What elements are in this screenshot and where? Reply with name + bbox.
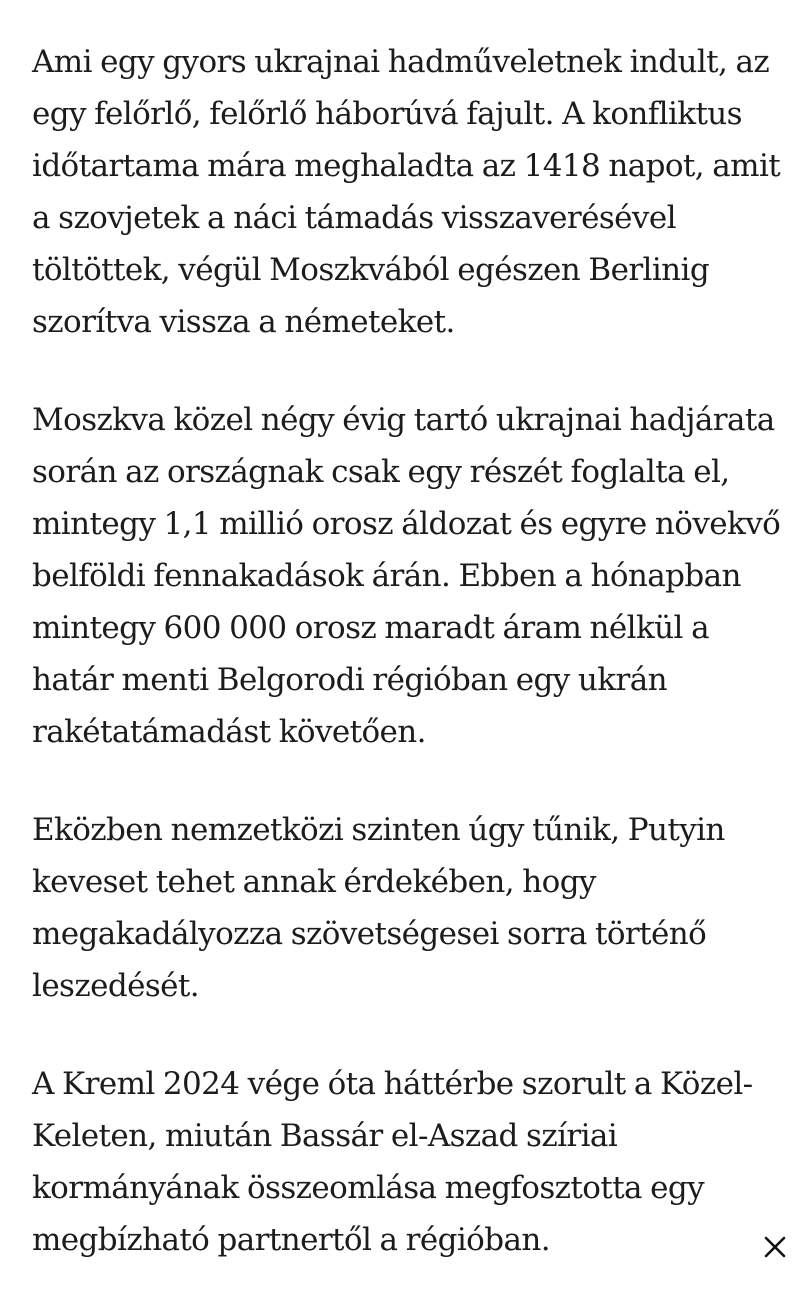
text-line: a szovjetek a náci támadás visszaverésével	[32, 200, 676, 236]
text-line: Moszkva közel négy évig tartó ukrajnai hadjárata	[32, 402, 775, 438]
text-line: egy felőrlő, felőrlő háborúvá fajult. A konfliktus	[32, 96, 742, 132]
text-line: mintegy 600 000 orosz maradt áram nélkül a	[32, 610, 709, 646]
text-line: belföldi fennakadások árán. Ebben a hónapban	[32, 558, 741, 594]
text-line: mintegy 1,1 millió orosz áldozat és egyre növekvő	[32, 506, 781, 542]
article-paragraph	[32, 1058, 780, 1266]
text-line: rakétatámadást követően.	[32, 714, 426, 750]
text-line: kormányának összeomlása megfosztotta egy	[32, 1170, 705, 1206]
article-paragraph	[32, 36, 780, 348]
article-paragraph	[32, 804, 780, 1012]
text-line: Eközben nemzetközi szinten úgy tűnik, Putyin	[32, 812, 725, 848]
text-line: Ami egy gyors ukrajnai hadműveletnek indult, az	[32, 44, 770, 80]
text-line: megbízható partnertől a régióban.	[32, 1222, 550, 1258]
text-line: időtartama mára meghaladta az 1418 napot, amit	[32, 148, 781, 184]
text-line: töltöttek, végül Moszkvából egészen Berlinig	[32, 252, 710, 288]
close-icon	[760, 1232, 790, 1262]
text-line: határ menti Belgorodi régióban egy ukrán	[32, 662, 667, 698]
text-line: megakadályozza szövetségesei sorra történő	[32, 916, 707, 952]
close-button[interactable]	[760, 1232, 790, 1262]
text-line: Keleten, miután Bassár el-Aszad szíriai	[32, 1118, 618, 1154]
text-line: keveset tehet annak érdekében, hogy	[32, 864, 596, 900]
article-body	[32, 36, 780, 1312]
text-line: során az országnak csak egy részét foglalta el,	[32, 454, 730, 490]
article-paragraph	[32, 394, 780, 758]
text-line: leszedését.	[32, 968, 200, 1004]
text-line: szorítva vissza a németeket.	[32, 304, 455, 340]
text-line: A Kreml 2024 vége óta háttérbe szorult a Közel-	[32, 1066, 753, 1102]
